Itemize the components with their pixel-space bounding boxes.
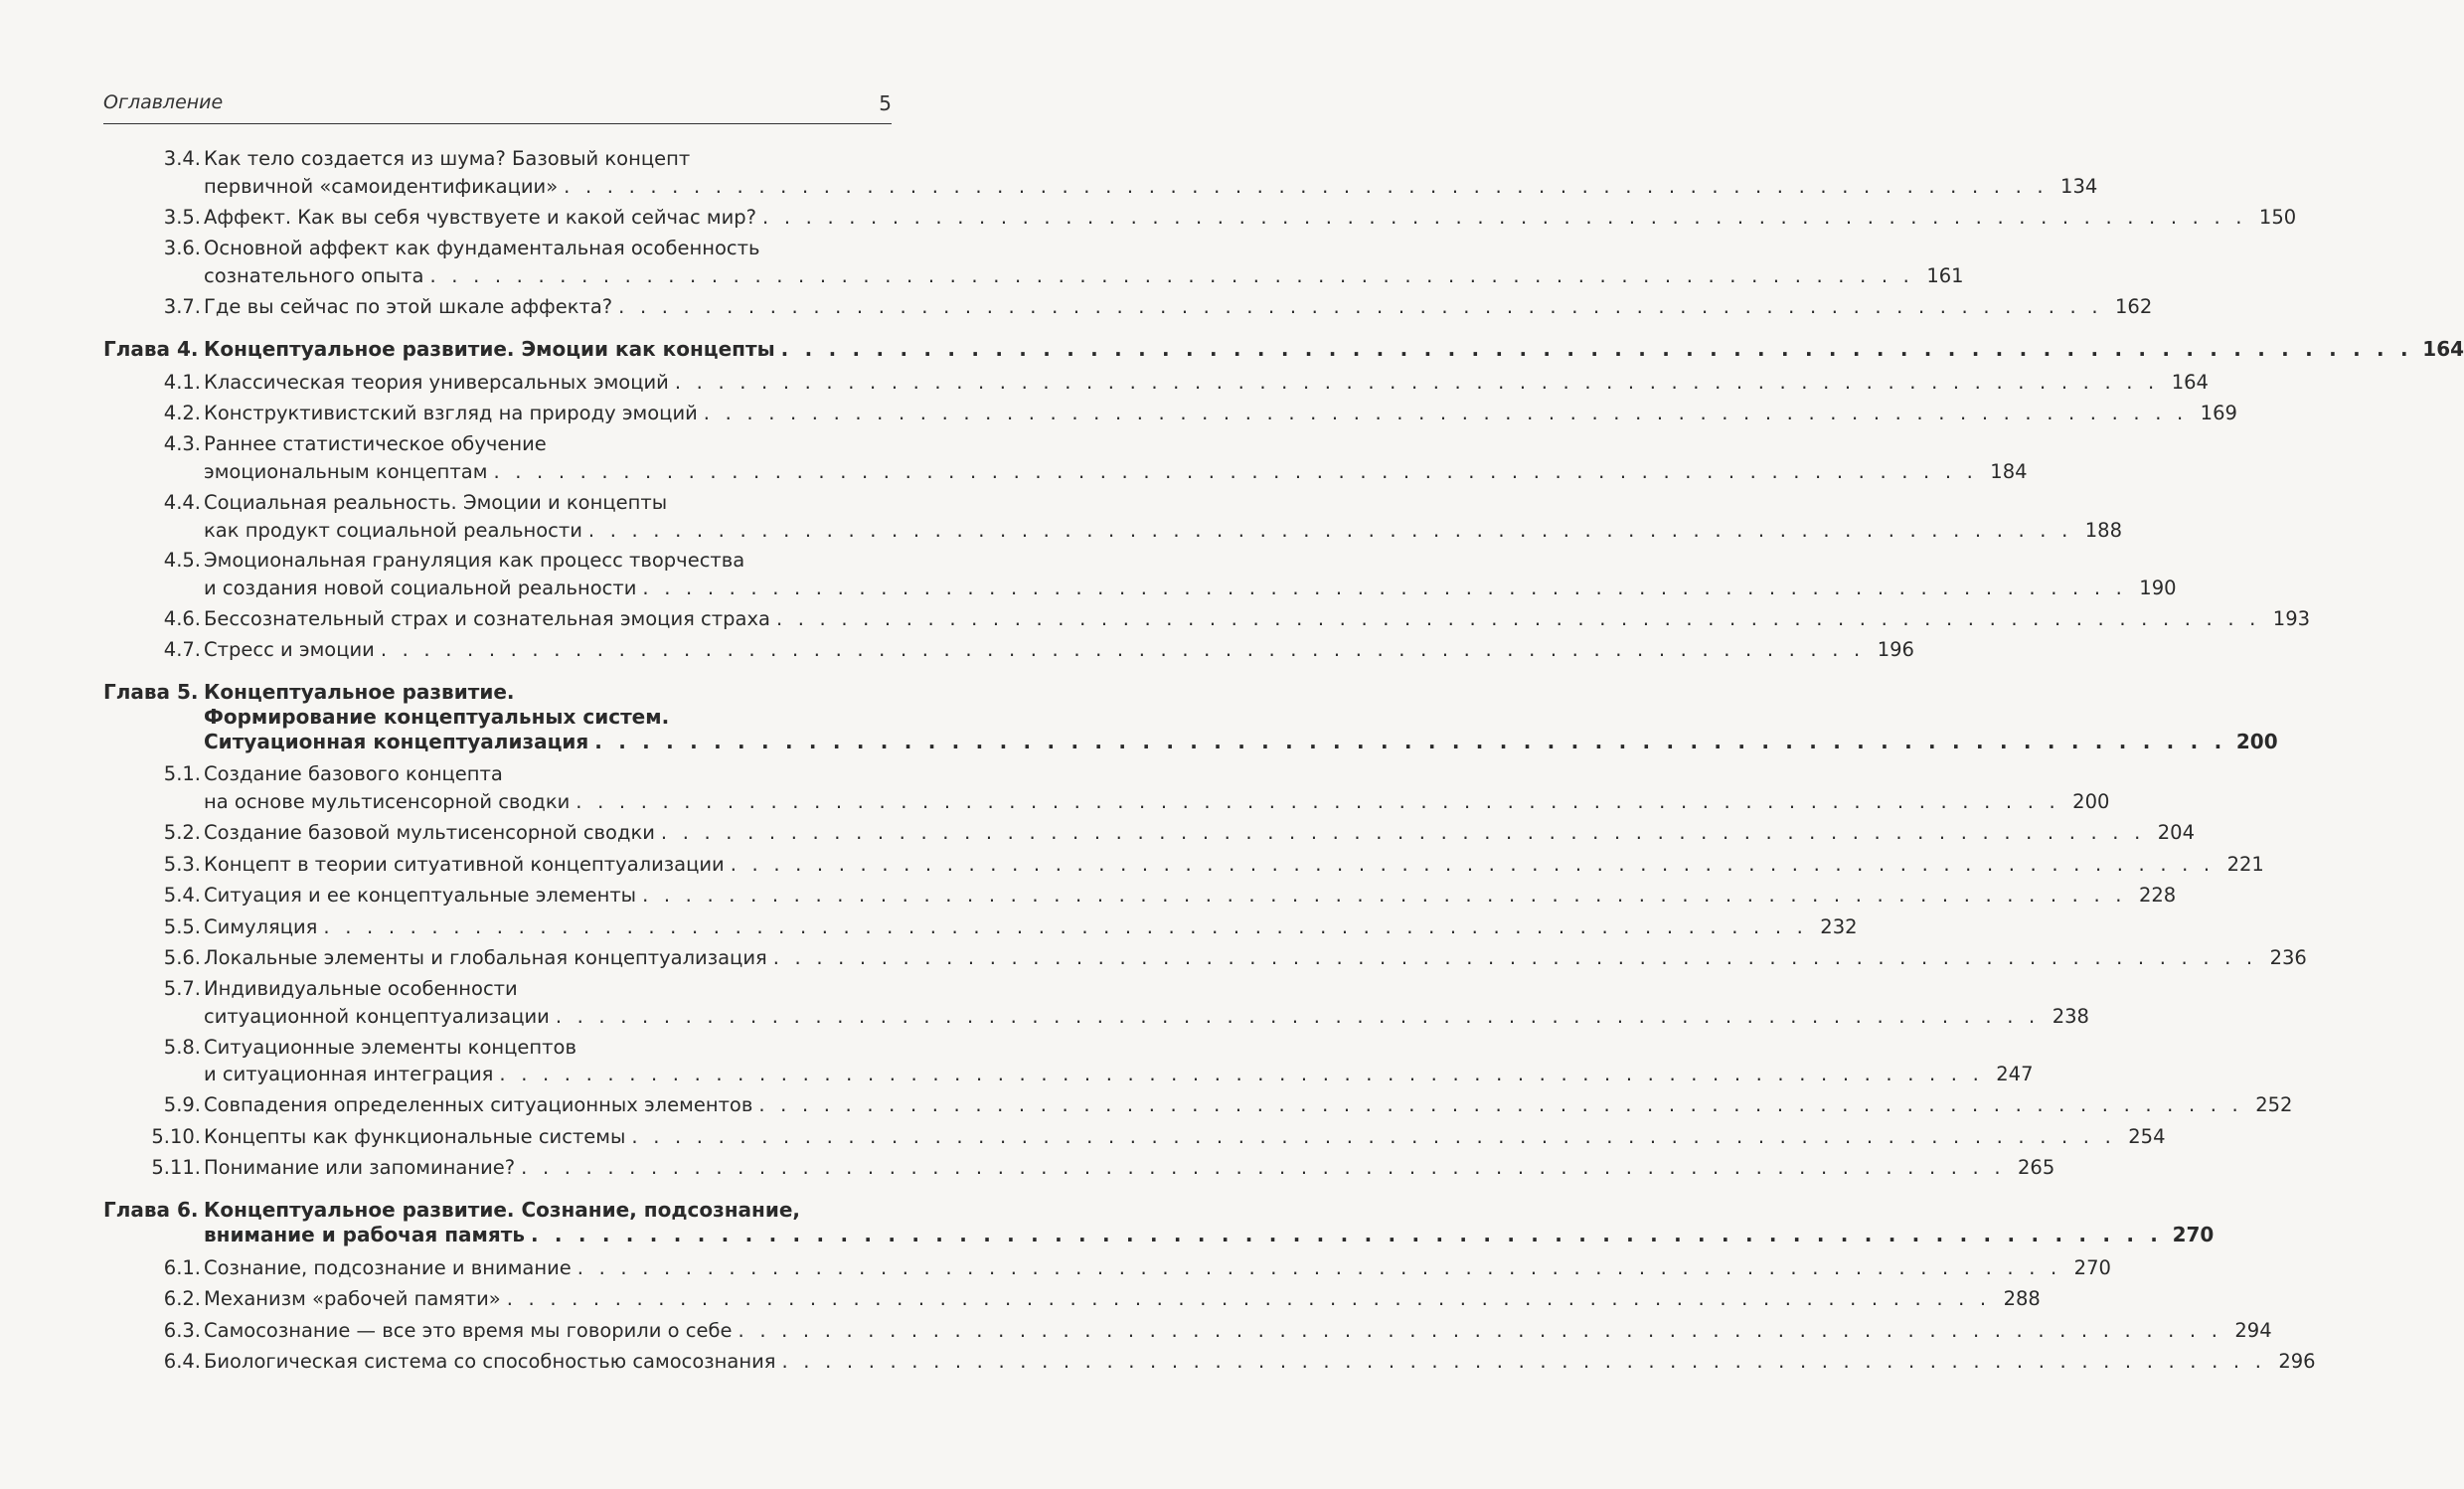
toc-entry: ситуационной концептуализации . . . . . . . . . . . . . . . . . . . . . . . . . . . . . . . . . . . . . . . . . . . . . . . . . . . . . . . . . . . . . . . . . . . . . 238 [204,1002,892,1032]
chapter-entry-text: Концептуальное развитие. [204,680,515,704]
page-number: 252 [2255,1093,2293,1116]
toc-number: 4.3. [163,432,201,455]
page-number: 236 [2269,946,2307,969]
chapter-number: Глава 5. [103,680,199,704]
toc-number: 5.2. [163,821,201,844]
toc-entry-text: Индивидуальные особенности [204,977,518,1000]
page-number: 190 [2139,577,2177,599]
toc-entry: Совпадения определенных ситуационных элементов . . . . . . . . . . . . . . . . . . . . . . . . . . . . . . . . . . . . . . . . . . . . . . . . . . . . . . . . . . . . . . . . . . . . . 252 [204,1090,892,1120]
toc-entry: сознательного опыта . . . . . . . . . . . . . . . . . . . . . . . . . . . . . . . . . . . . . . . . . . . . . . . . . . . . . . . . . . . . . . . . . . . . . 161 [204,261,892,291]
toc-number: 3.4. [163,147,201,170]
toc-entry: Сознание, подсознание и внимание . . . . . . . . . . . . . . . . . . . . . . . . . . . . . . . . . . . . . . . . . . . . . . . . . . . . . . . . . . . . . . . . . . . . . 270 [204,1253,892,1283]
page-number: 232 [1820,915,1858,938]
page-number: 221 [2226,853,2264,876]
toc-entry: Бессознательный страх и сознательная эмоция страха . . . . . . . . . . . . . . . . . . . . . . . . . . . . . . . . . . . . . . . . . . . . . . . . . . . . . . . . . . . . . . . . . . . . . 193 [204,604,892,634]
toc-entry: Концепты как функциональные системы . . . . . . . . . . . . . . . . . . . . . . . . . . . . . . . . . . . . . . . . . . . . . . . . . . . . . . . . . . . . . . . . . . . . . 254 [204,1122,892,1152]
page-number: 270 [2172,1223,2215,1246]
page-number: 169 [2200,402,2237,424]
page-number: 164 [2422,337,2464,361]
toc-entry: Понимание или запоминание? . . . . . . . . . . . . . . . . . . . . . . . . . . . . . . . . . . . . . . . . . . . . . . . . . . . . . . . . . . . . . . . . . . . . . 265 [204,1153,892,1183]
page-number: 238 [2052,1005,2089,1028]
page-number: 204 [2157,821,2195,844]
toc-entry: Симуляция . . . . . . . . . . . . . . . . . . . . . . . . . . . . . . . . . . . . . . . . . . . . . . . . . . . . . . . . . . . . . . . . . . . . . 232 [204,912,892,942]
toc-entry: Ситуация и ее концептуальные элементы . . . . . . . . . . . . . . . . . . . . . . . . . . . . . . . . . . . . . . . . . . . . . . . . . . . . . . . . . . . . . . . . . . . . . 228 [204,881,892,910]
toc-number: 5.5. [163,915,201,938]
page-number: 134 [2060,175,2098,198]
toc-entry-text: Социальная реальность. Эмоции и концепты [204,491,668,514]
chapter-entry-text: Формирование концептуальных систем. [204,705,670,729]
toc-entry: первичной «самоидентификации» . . . . . . . . . . . . . . . . . . . . . . . . . . . . . . . . . . . . . . . . . . . . . . . . . . . . . . . . . . . . . . . . . . . . . 134 [204,172,892,202]
page-number: 270 [2073,1256,2111,1279]
page-number: 254 [2128,1125,2166,1148]
toc-entry-text: Ситуационные элементы концептов [204,1036,576,1059]
toc-entry: Классическая теория универсальных эмоций . . . . . . . . . . . . . . . . . . . . . . . . . . . . . . . . . . . . . . . . . . . . . . . . . . . . . . . . . . . . . . . . . . . . . 164 [204,368,892,398]
toc-entry: и создания новой социальной реальности . . . . . . . . . . . . . . . . . . . . . . . . . . . . . . . . . . . . . . . . . . . . . . . . . . . . . . . . . . . . . . . . . . . . . 190 [204,574,892,603]
toc-entry: как продукт социальной реальности . . . . . . . . . . . . . . . . . . . . . . . . . . . . . . . . . . . . . . . . . . . . . . . . . . . . . . . . . . . . . . . . . . . . . 188 [204,516,892,546]
page-number: 200 [2235,730,2278,753]
toc-number: 5.4. [163,884,201,907]
toc-number: 3.7. [163,295,201,318]
toc-number: 5.8. [163,1036,201,1059]
toc-number: 5.6. [163,946,201,969]
toc-number: 6.1. [163,1256,201,1279]
toc-entry-text: Создание базового концепта [204,762,503,785]
toc-number: 5.3. [163,853,201,876]
toc-entry: эмоциональным концептам . . . . . . . . . . . . . . . . . . . . . . . . . . . . . . . . . . . . . . . . . . . . . . . . . . . . . . . . . . . . . . . . . . . . . 184 [204,457,892,487]
toc-entry: Конструктивистский взгляд на природу эмоций . . . . . . . . . . . . . . . . . . . . . . . . . . . . . . . . . . . . . . . . . . . . . . . . . . . . . . . . . . . . . . . . . . . . . 169 [204,399,892,428]
toc-number: 3.5. [163,206,201,229]
toc-entry: Механизм «рабочей памяти» . . . . . . . . . . . . . . . . . . . . . . . . . . . . . . . . . . . . . . . . . . . . . . . . . . . . . . . . . . . . . . . . . . . . . 288 [204,1284,892,1314]
page-number: 247 [1996,1063,2034,1085]
page-number: 150 [2258,206,2297,229]
chapter-entry-text: Концептуальное развитие. Сознание, подсознание, [204,1198,800,1222]
toc-entry: Где вы сейчас по этой шкале аффекта? . . . . . . . . . . . . . . . . . . . . . . . . . . . . . . . . . . . . . . . . . . . . . . . . . . . . . . . . . . . . . . . . . . . . . 162 [204,292,892,322]
page-number: 161 [1926,264,1964,287]
toc-entry: Локальные элементы и глобальная концептуализация . . . . . . . . . . . . . . . . . . . . . . . . . . . . . . . . . . . . . . . . . . . . . . . . . . . . . . . . . . . . . . . . . . . . . 236 [204,943,892,973]
chapter-entry: внимание и рабочая память . . . . . . . . . . . . . . . . . . . . . . . . . . . . . . . . . . . . . . . . . . . . . . . . . . . . . . . . . . . . . . . . . . . . . 270 [204,1220,892,1249]
toc-entry: Аффект. Как вы себя чувствуете и какой сейчас мир? . . . . . . . . . . . . . . . . . . . . . . . . . . . . . . . . . . . . . . . . . . . . . . . . . . . . . . . . . . . . . . . . . . . . . 150 [204,203,892,233]
toc-number: 4.2. [163,402,201,424]
toc-entry: на основе мультисенсорной сводки . . . . . . . . . . . . . . . . . . . . . . . . . . . . . . . . . . . . . . . . . . . . . . . . . . . . . . . . . . . . . . . . . . . . . 200 [204,787,892,817]
toc-number: 6.4. [163,1350,201,1373]
toc-number: 4.5. [163,549,201,572]
page-number: 296 [2278,1350,2316,1373]
chapter-entry: Концептуальное развитие. Эмоции как концепты . . . . . . . . . . . . . . . . . . . . . . . . . . . . . . . . . . . . . . . . . . . . . . . . . . . . . . . . . . . . . . . . . . . . . 164 [204,334,892,364]
toc-entry: Самосознание — все это время мы говорили о себе . . . . . . . . . . . . . . . . . . . . . . . . . . . . . . . . . . . . . . . . . . . . . . . . . . . . . . . . . . . . . . . . . . . . . 294 [204,1316,892,1346]
toc-entry: Стресс и эмоции . . . . . . . . . . . . . . . . . . . . . . . . . . . . . . . . . . . . . . . . . . . . . . . . . . . . . . . . . . . . . . . . . . . . . 196 [204,635,892,665]
toc-number: 5.10. [151,1125,201,1148]
toc-entry: и ситуационная интеграция . . . . . . . . . . . . . . . . . . . . . . . . . . . . . . . . . . . . . . . . . . . . . . . . . . . . . . . . . . . . . . . . . . . . . 247 [204,1060,892,1089]
page-number: 288 [2003,1287,2041,1310]
toc-entry: Биологическая система со способностью самосознания . . . . . . . . . . . . . . . . . . . . . . . . . . . . . . . . . . . . . . . . . . . . . . . . . . . . . . . . . . . . . . . . . . . . . 296 [204,1347,892,1377]
toc-entry: Создание базовой мультисенсорной сводки . . . . . . . . . . . . . . . . . . . . . . . . . . . . . . . . . . . . . . . . . . . . . . . . . . . . . . . . . . . . . . . . . . . . . 204 [204,818,892,848]
toc-number: 3.6. [163,237,201,259]
toc-number: 4.6. [163,607,201,630]
header-page-number: 5 [879,91,892,115]
toc-entry-text: Как тело создается из шума? Базовый концепт [204,147,691,170]
toc-number: 6.3. [163,1319,201,1342]
page-number: 196 [1877,638,1914,661]
toc-number: 6.2. [163,1287,201,1310]
toc-entry-text: Эмоциональная грануляция как процесс творчества [204,549,745,572]
toc-number: 4.7. [163,638,201,661]
toc-number: 4.1. [163,371,201,394]
page-number: 164 [2171,371,2209,394]
toc-number: 5.11. [151,1156,201,1179]
toc-number: 4.4. [163,491,201,514]
toc-number: 5.9. [163,1093,201,1116]
page-number: 200 [2072,790,2110,813]
chapter-number: Глава 4. [103,337,199,361]
page-number: 228 [2138,884,2177,907]
toc-entry-text: Раннее статистическое обучение [204,432,547,455]
chapter-number: Глава 6. [103,1198,199,1222]
page-number: 294 [2234,1319,2272,1342]
chapter-entry: Ситуационная концептуализация . . . . . . . . . . . . . . . . . . . . . . . . . . . . . . . . . . . . . . . . . . . . . . . . . . . . . . . . . . . . . . . . . . . . . 200 [204,727,892,756]
page-number: 188 [2084,519,2122,542]
toc-number: 5.1. [163,762,201,785]
toc-entry: Концепт в теории ситуативной концептуализации . . . . . . . . . . . . . . . . . . . . . . . . . . . . . . . . . . . . . . . . . . . . . . . . . . . . . . . . . . . . . . . . . . . . . 221 [204,850,892,880]
page-number: 162 [2115,295,2153,318]
page-number: 193 [2272,607,2311,630]
header-title: Оглавление [103,91,224,113]
toc-number: 5.7. [163,977,201,1000]
page-number: 265 [2018,1156,2055,1179]
toc-entry-text: Основной аффект как фундаментальная особенность [204,237,760,259]
page-number: 184 [1990,460,2028,483]
